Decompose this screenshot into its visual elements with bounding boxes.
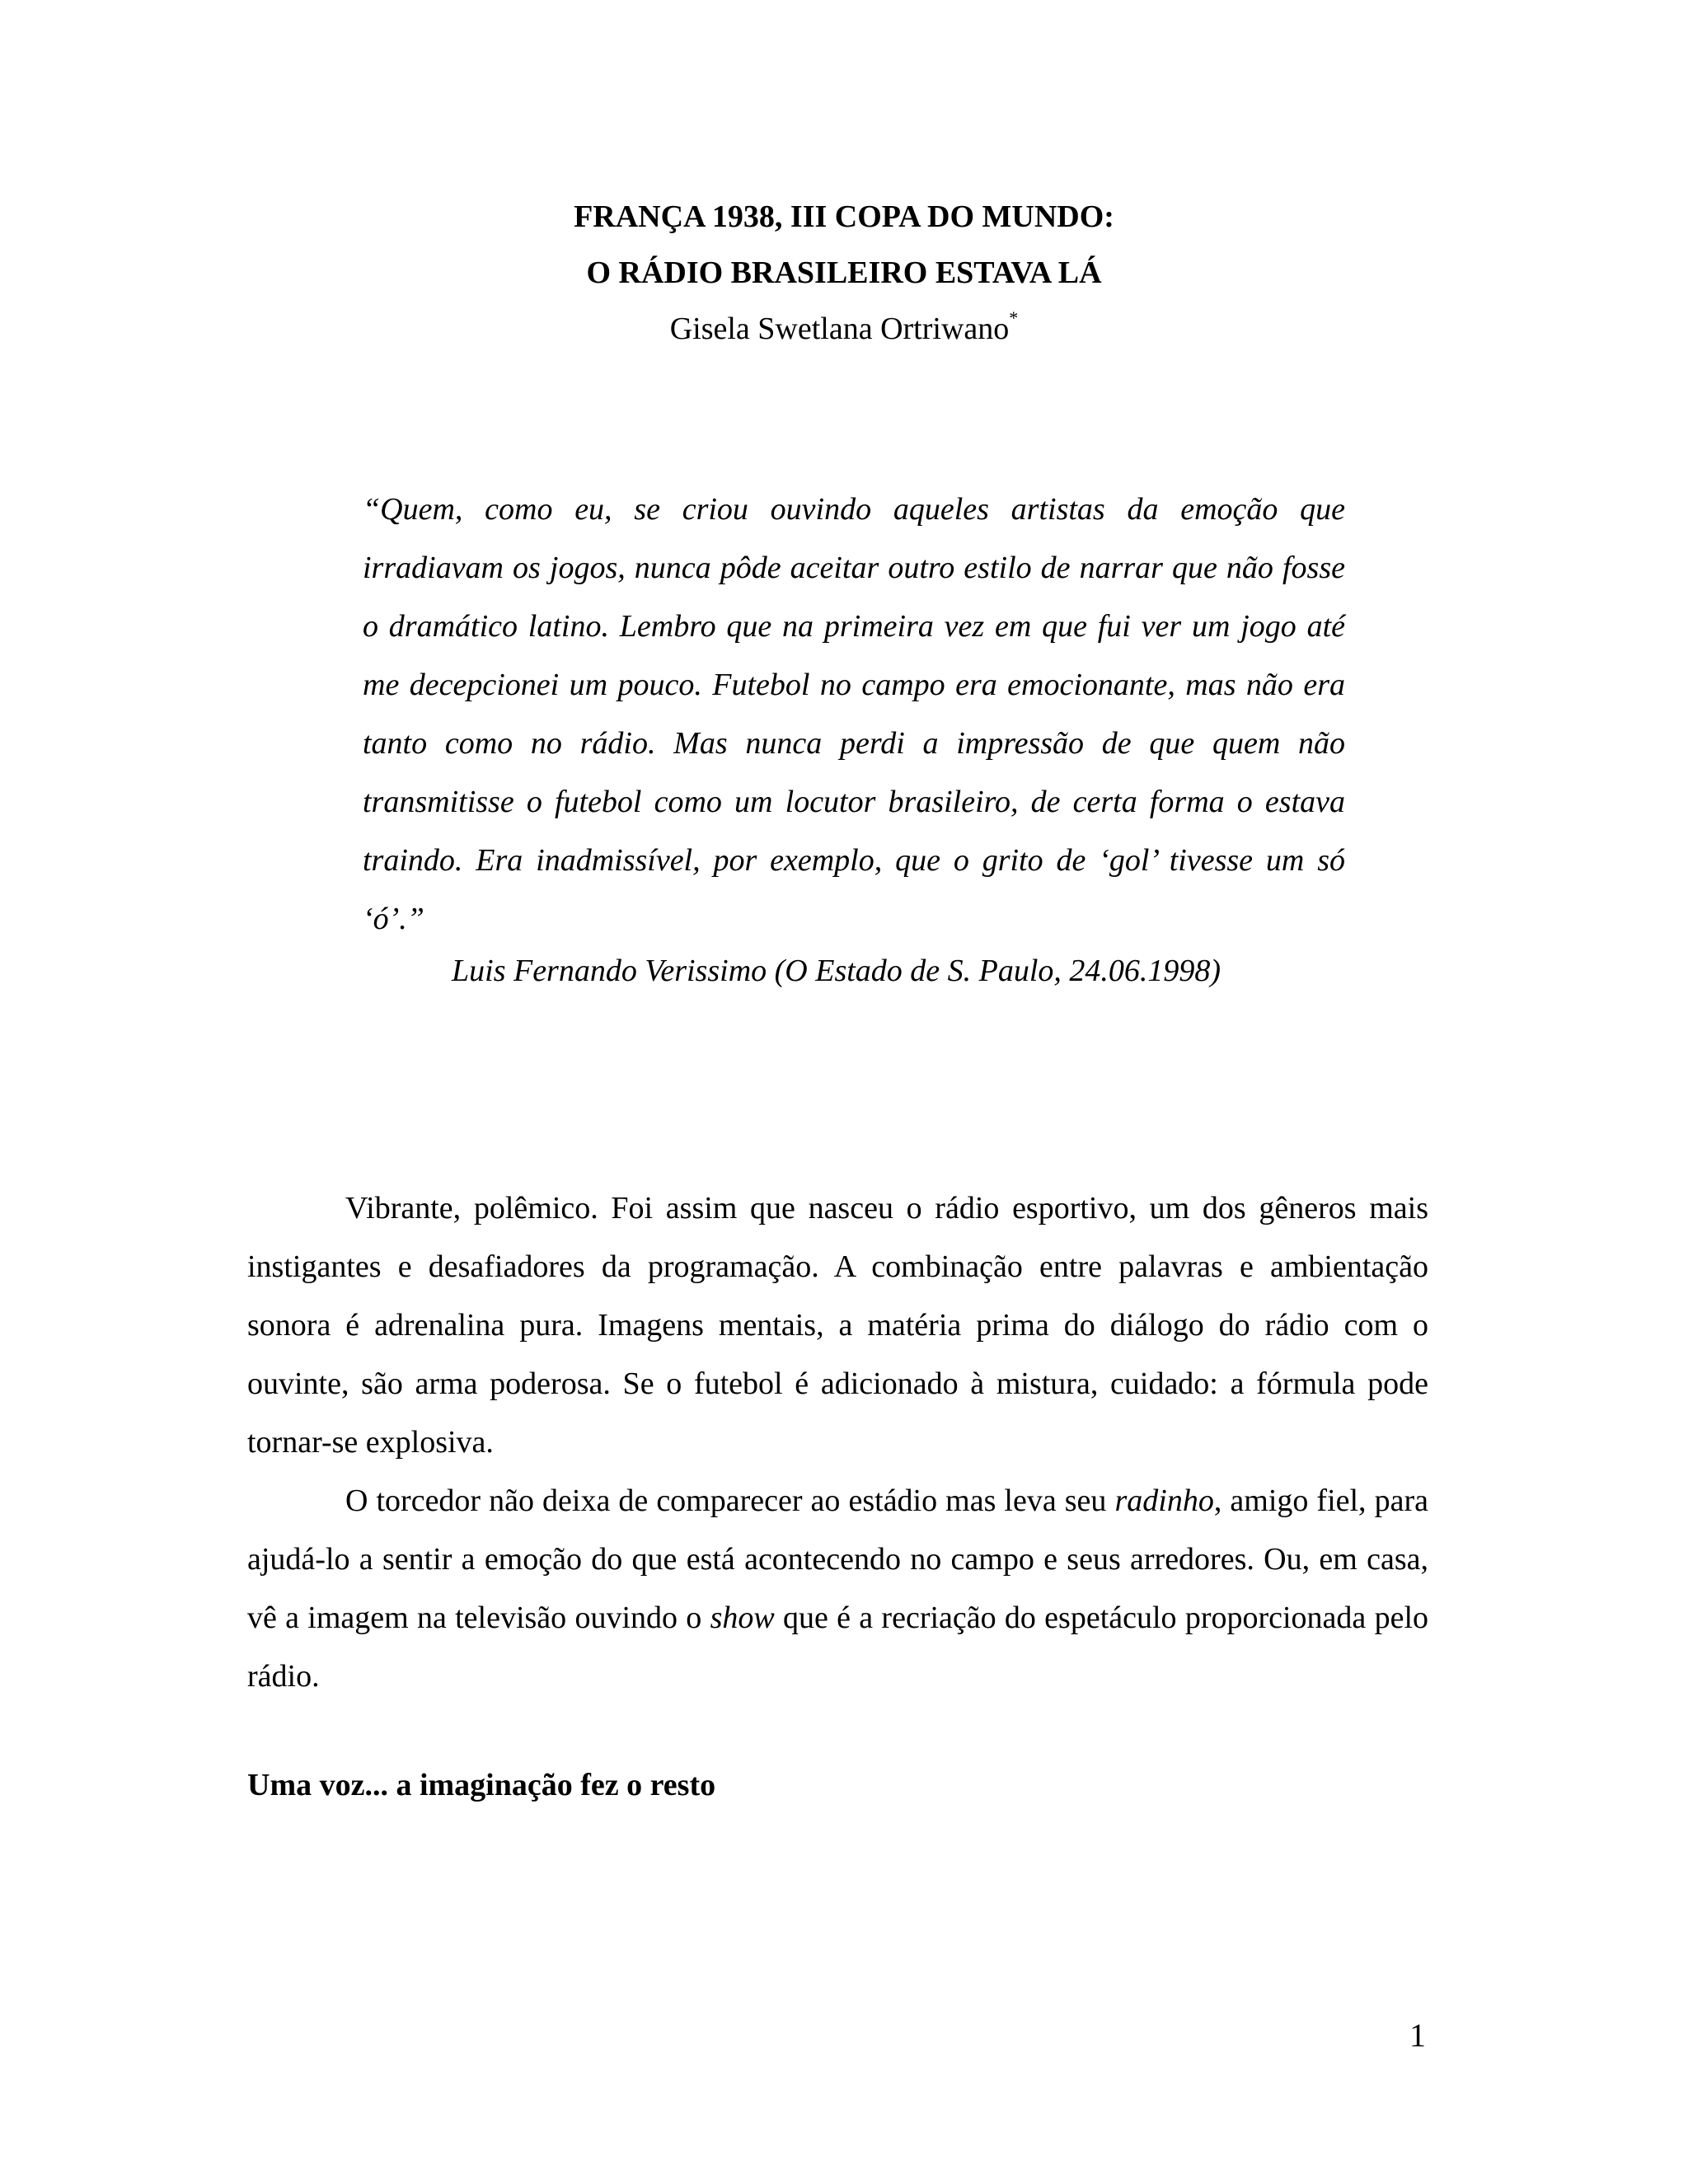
author-footnote-mark: * xyxy=(1009,307,1019,328)
title-line-2: O RÁDIO BRASILEIRO ESTAVA LÁ xyxy=(586,255,1102,290)
author-line xyxy=(0,307,1688,347)
page-number: 1 xyxy=(1409,2017,1426,2054)
paragraph-2-text-b: , amigo fiel, para ajudá-lo a sentir a emoção do que está acontecendo no campo e seus arredores. Ou, em casa, vê a imagem na televisão ouvindo o xyxy=(247,1483,1428,1635)
paragraph-2-text-a: O torcedor não deixa de comparecer ao estádio mas leva seu xyxy=(345,1483,1115,1518)
title-line-1: FRANÇA 1938, III COPA DO MUNDO: xyxy=(574,199,1114,234)
body-paragraph-1: Vibrante, polêmico. Foi assim que nasceu o rádio esportivo, um dos gêneros mais instigantes e desafiadores da programação. A combinação entre palavras e ambientação sonora é adrenalina pura. Imagens mentais, a matéria prima do diálogo do rádio com o ouvinte, são arma poderosa. Se o futebol é adicionado à mistura, cuidado: a fórmula pode tornar-se explosiva. xyxy=(247,1191,1428,1460)
epigraph-quote: “Quem, como eu, se criou ouvindo aqueles artistas da emoção que irradiavam os jogos, nunca pôde aceitar outro estilo de narrar que não fosse o dramático latino. Lembro que na primeira vez em que fui ver um jogo até me decepcionei um pouco. Futebol no campo era emocionante, mas não era tanto como no rádio. Mas nunca perdi a impressão de que quem não transmitisse o futebol como um locutor brasileiro, de certa forma o estava traindo. Era inadmissível, por exemplo, que o grito de ‘gol’ tivesse um só ‘ó’.” xyxy=(363,492,1345,936)
epigraph-source: Luis Fernando Verissimo (O Estado de S. Paulo, 24.06.1998) xyxy=(452,954,1221,988)
paragraph-2-italic-radinho: radinho xyxy=(1114,1483,1214,1518)
section-heading: Uma voz... a imaginação fez o resto xyxy=(247,1768,716,1802)
author-name: Gisela Swetlana Ortriwano xyxy=(669,312,1010,346)
paragraph-2-italic-show: show xyxy=(710,1601,775,1635)
paragraph-2-text-c: que é a recriação do espetáculo proporcionada pelo rádio. xyxy=(247,1601,1428,1694)
body-paragraph-2 xyxy=(247,1472,1428,1706)
